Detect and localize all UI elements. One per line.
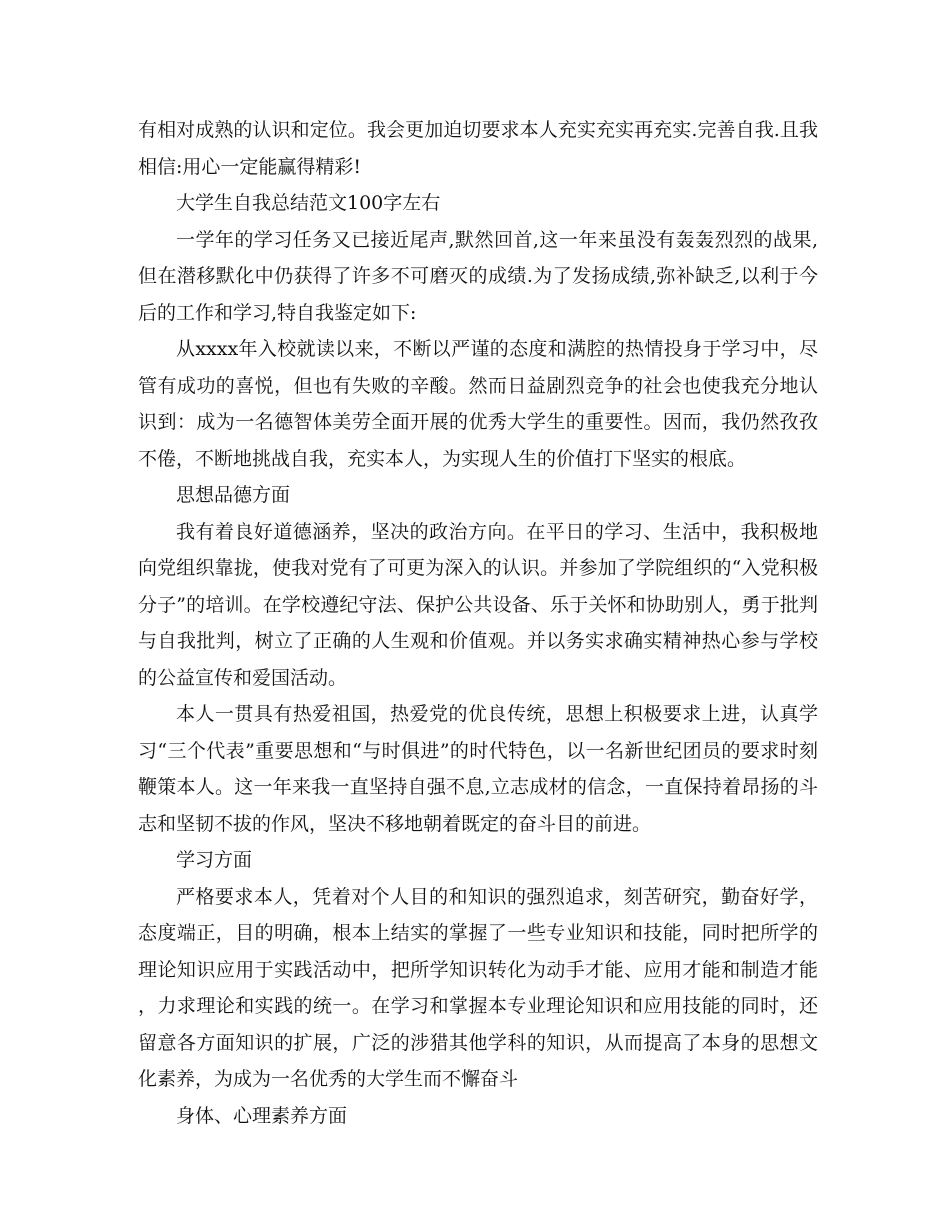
paragraph-study: 严格要求本人，凭着对个人目的和知识的强烈追求，刻苦研究，勤奋好学，态度端正，目的明确，根本上结实的掌握了一些专业知识和技能，同时把所学的理论知识应用于实践活动中，把所学知识转化为动手才能、应用才能和制造才能，力求理论和实践的统一。在学习和掌握本专业理论知识和应用技能的同时，还留意各方面知识的扩展，广泛的涉猎其他学科的知识，从而提高了本身的思想文化素养，为成为一名优秀的大学生而不懈奋斗	[138, 885, 818, 1090]
paragraph-patriotism: 本人一贯具有热爱祖国，热爱党的优良传统，思想上积极要求上进，认真学习“三个代表”重要思想和“与时俱进”的时代特色，以一名新世纪团员的要求时刻鞭策本人。这一年来我一直坚持自强不息,立志成材的信念，一直保持着昂扬的斗志和坚韧不拔的作风，坚决不移地朝着既定的奋斗目的前进。	[138, 703, 818, 835]
section-heading-physical-mental: 身体、心理素养方面	[176, 1104, 348, 1127]
section-heading-ideology-morality: 思想品德方面	[176, 484, 291, 506]
paragraph-enrollment: 从xxxx年入校就读以来，不断以严谨的态度和满腔的热情投身于学习中，尽管有成功的喜悦，但也有失败的辛酸。然而日益剧烈竞争的社会也使我充分地认识到：成为一名德智体美劳全面开展的优秀大学生的重要性。因而，我仍然孜孜不倦，不断地挑战自我，充实本人，为实现人生的价值打下坚实的根底。	[138, 338, 818, 470]
section-heading-summary-sample: 大学生自我总结范文100字左右	[176, 192, 441, 214]
paragraph-morality: 我有着良好道德涵养，坚决的政治方向。在平日的学习、生活中，我积极地向党组织靠拢，使我对党有了可更为深入的认识。并参加了学院组织的“入党积极分子”的培训。在学校遵纪守法、保护公共设备、乐于关怀和协助别人，勇于批判与自我批判，树立了正确的人生观和价值观。并以务实求确实精神热心参与学校的公益宣传和爱国活动。	[138, 520, 818, 689]
document-body	[138, 112, 818, 1134]
paragraph-intro: 一学年的学习任务又已接近尾声,默然回首,这一年来虽没有轰轰烈烈的战果,但在潜移默化中仍获得了许多不可磨灭的成绩.为了发扬成绩,弥补缺乏,以利于今后的工作和学习,特自我鉴定如下:	[138, 228, 818, 324]
paragraph-continuation: 有相对成熟的认识和定位。我会更加迫切要求本人充实充实再充实.完善自我.且我相信:用心一定能赢得精彩!	[138, 119, 818, 178]
section-heading-study: 学习方面	[176, 849, 253, 871]
